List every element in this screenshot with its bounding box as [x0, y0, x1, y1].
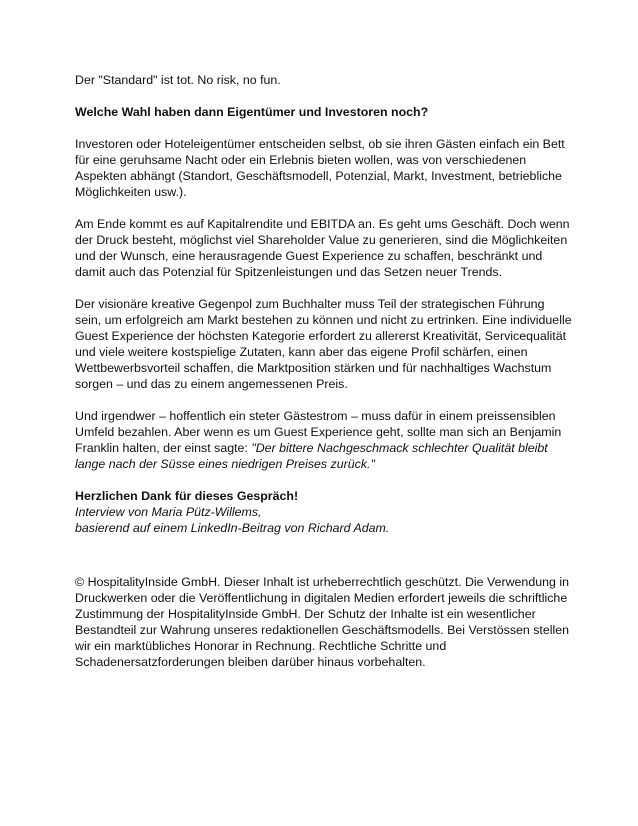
copyright-notice: © HospitalityInside GmbH. Dieser Inhalt ist urheberrechtlich geschützt. Die Verwendung in Druckwerken oder die Veröffentlichung in digitalen Medien erfordert jeweils die schriftliche Zustimmung der HospitalityInside GmbH. Der Schutz der Inhalte ist ein wesentlicher Bestandteil zur Wahrung unseres redaktionellen Geschäftsmodells. Bei Verstössen stellen wir ein marktübliches Honorar in Rechnung. Rechtliche Schritte und Schadenersatzforderungen bleiben darüber hinaus vorbehalten. — [75, 575, 570, 669]
paragraph-visionary: Der visionäre kreative Gegenpol zum Buchhalter muss Teil der strategischen Führung sein, um erfolgreich am Markt bestehen zu können und nicht zu ertrinken. Eine individuelle Guest Experience der höchsten Kategorie erfordert zu allererst Kreativität, Servicequalität und viele weitere kostspielige Zutaten, kann aber das eigene Profil schärfen, einen Wettbewerbsvorteil schaffen, die Marktposition stärken und für nachhaltiges Wachstum sorgen – und das zu einem angemessenen Preis. — [75, 297, 572, 391]
section-heading: Welche Wahl haben dann Eigentümer und Investoren noch? — [75, 105, 429, 119]
closing-block — [75, 488, 573, 536]
paragraph-franklin — [75, 408, 573, 472]
paragraph-investors: Investoren oder Hoteleigentümer entscheiden selbst, ob sie ihren Gästen einfach ein Bett für eine geruhsame Nacht oder ein Erlebnis bieten wollen, was von verschiedenen Aspekten abhängt (Standort, Geschäftsmodell, Potenzial, Markt, Investment, betriebliche Möglichkeiten usw.). — [75, 137, 565, 199]
franklin-text: Und irgendwer – hoffentlich ein steter Gästestrom – muss dafür in einem preissensiblen Umfeld bezahlen. Aber wenn es um Guest Experience geht, sollte man sich an Benjamin Franklin halten, der einst sagte: — [75, 409, 562, 455]
paragraph-ebitda: Am Ende kommt es auf Kapitalrendite und EBITDA an. Es geht ums Geschäft. Doch wenn der Druck besteht, möglichst viel Shareholder Value zu generieren, sind die Möglichkeiten und der Wunsch, eine herausragende Guest Experience zu schaffen, beschränkt und damit auch das Potenzial für Spitzenleistungen und das Setzen neuer Trends. — [75, 217, 570, 279]
intro-text: Der "Standard" ist tot. No risk, no fun. — [75, 73, 281, 87]
interviewer-credit: Interview von Maria Pütz-Willems, — [75, 505, 262, 519]
source-credit: basierend auf einem LinkedIn-Beitrag von Richard Adam. — [75, 521, 390, 535]
article-body — [75, 72, 573, 536]
franklin-quote: "Der bittere Nachgeschmack schlechter Qualität bleibt lange nach der Süsse eines niedrigen Preises zurück." — [75, 441, 548, 471]
closing-title: Herzlichen Dank für dieses Gespräch! — [75, 489, 299, 503]
